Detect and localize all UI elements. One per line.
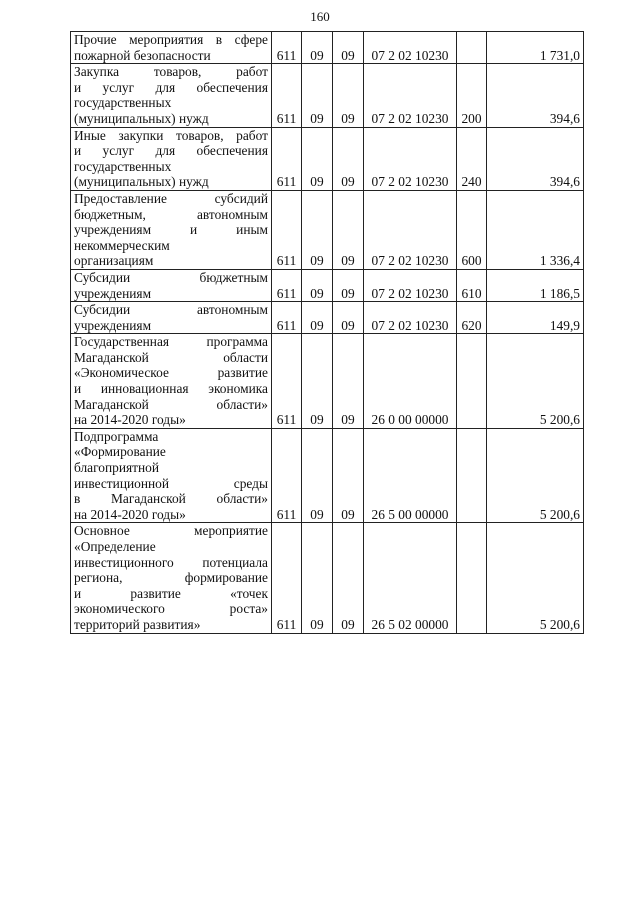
subsection-code: 09: [333, 302, 364, 334]
expense-name: [71, 302, 272, 334]
expense-type-code: 200: [457, 64, 487, 127]
expense-name-line: в Магаданской области»: [74, 491, 268, 507]
expense-name-line: Магаданской области: [74, 349, 268, 365]
expense-name-line: и услуг для обеспечения: [74, 79, 268, 95]
expense-name-line: «Формирование: [74, 444, 166, 460]
expense-name-line: Государственная программа: [74, 334, 268, 350]
expense-name-line: региона, формирование: [74, 570, 268, 586]
amount: 394,6: [487, 64, 584, 127]
target-article-code: 26 5 02 00000: [364, 523, 457, 633]
section-code: 09: [302, 302, 333, 334]
expense-name-line: на 2014-2020 годы»: [74, 412, 186, 428]
expense-name-line: «Определение: [74, 539, 156, 554]
expense-name-line: учреждениям: [74, 317, 152, 333]
subsection-code: 09: [333, 190, 364, 269]
amount: 149,9: [487, 302, 584, 334]
expense-name-line: государственных: [74, 95, 172, 111]
expense-name-line: некоммерческим: [74, 237, 170, 253]
expense-type-code: [457, 334, 487, 429]
expense-name-line: (муниципальных) нужд: [74, 174, 209, 190]
ministry-code: 611: [272, 32, 302, 64]
amount: 5 200,6: [487, 334, 584, 429]
expense-name-line: Магаданской области»: [74, 396, 268, 412]
expense-name: [71, 428, 272, 523]
expense-name-line: инвестиционного потенциала: [74, 554, 268, 570]
expense-name-line: Субсидии бюджетным: [74, 269, 268, 285]
section-code: 09: [302, 334, 333, 429]
expense-type-code: 600: [457, 190, 487, 269]
table-row: [71, 334, 584, 429]
section-code: 09: [302, 127, 333, 190]
table-row: [71, 64, 584, 127]
expense-name-line: государственных: [74, 158, 172, 174]
expense-name-line: инвестиционной среды: [74, 475, 268, 491]
expense-name-line: пожарной безопасности: [74, 47, 211, 63]
subsection-code: 09: [333, 64, 364, 127]
expense-name: [71, 127, 272, 190]
section-code: 09: [302, 269, 333, 301]
target-article-code: 07 2 02 10230: [364, 32, 457, 64]
expense-type-code: [457, 523, 487, 633]
subsection-code: 09: [333, 334, 364, 429]
target-article-code: 07 2 02 10230: [364, 127, 457, 190]
expense-name-line: экономического роста»: [74, 601, 268, 617]
section-code: 09: [302, 32, 333, 64]
amount: 1 731,0: [487, 32, 584, 64]
expense-name-line: благоприятной: [74, 460, 160, 476]
expense-name-line: организациям: [74, 253, 154, 269]
expense-name-line: Иные закупки товаров, работ: [74, 127, 268, 143]
amount: 394,6: [487, 127, 584, 190]
expense-name-line: и инновационная экономика: [74, 381, 268, 397]
expense-type-code: [457, 32, 487, 64]
subsection-code: 09: [333, 32, 364, 64]
expense-name-line: и развитие «точек: [74, 585, 268, 601]
budget-table-body: [71, 32, 584, 634]
expense-type-code: 240: [457, 127, 487, 190]
section-code: 09: [302, 523, 333, 633]
expense-name: [71, 32, 272, 64]
amount: 5 200,6: [487, 428, 584, 523]
table-row: [71, 302, 584, 334]
target-article-code: 07 2 02 10230: [364, 190, 457, 269]
section-code: 09: [302, 64, 333, 127]
expense-name: [71, 334, 272, 429]
table-row: [71, 190, 584, 269]
table-row: [71, 428, 584, 523]
subsection-code: 09: [333, 523, 364, 633]
target-article-code: 26 0 00 00000: [364, 334, 457, 429]
amount: 1 336,4: [487, 190, 584, 269]
amount: 1 186,5: [487, 269, 584, 301]
expense-name-line: Закупка товаров, работ: [74, 64, 268, 80]
expense-name: [71, 269, 272, 301]
ministry-code: 611: [272, 428, 302, 523]
expense-name: [71, 190, 272, 269]
table-row: [71, 32, 584, 64]
ministry-code: 611: [272, 190, 302, 269]
target-article-code: 07 2 02 10230: [364, 64, 457, 127]
expense-type-code: [457, 428, 487, 523]
expense-name-line: учреждениям и иным: [74, 222, 268, 238]
budget-table: [70, 31, 584, 634]
subsection-code: 09: [333, 269, 364, 301]
expense-name-line: Субсидии автономным: [74, 302, 268, 318]
section-code: 09: [302, 428, 333, 523]
target-article-code: 26 5 00 00000: [364, 428, 457, 523]
expense-type-code: 610: [457, 269, 487, 301]
expense-name-line: территорий развития»: [74, 616, 201, 632]
ministry-code: 611: [272, 302, 302, 334]
subsection-code: 09: [333, 127, 364, 190]
page-number: 160: [310, 9, 330, 24]
ministry-code: 611: [272, 127, 302, 190]
expense-name-line: учреждениям: [74, 285, 152, 301]
expense-name-line: и услуг для обеспечения: [74, 143, 268, 159]
ministry-code: 611: [272, 269, 302, 301]
expense-name-line: на 2014-2020 годы»: [74, 506, 186, 522]
subsection-code: 09: [333, 428, 364, 523]
ministry-code: 611: [272, 334, 302, 429]
expense-name: [71, 523, 272, 633]
expense-name-line: Основное мероприятие: [74, 523, 268, 539]
expense-type-code: 620: [457, 302, 487, 334]
target-article-code: 07 2 02 10230: [364, 302, 457, 334]
section-code: 09: [302, 190, 333, 269]
table-row: [71, 127, 584, 190]
target-article-code: 07 2 02 10230: [364, 269, 457, 301]
table-row: [71, 269, 584, 301]
expense-name-line: (муниципальных) нужд: [74, 110, 209, 126]
expense-name: [71, 64, 272, 127]
expense-name-line: Прочие мероприятия в сфере: [74, 32, 268, 47]
ministry-code: 611: [272, 523, 302, 633]
expense-name-line: «Экономическое развитие: [74, 365, 268, 381]
expense-name-line: Подпрограмма: [74, 428, 159, 444]
expense-name-line: бюджетным, автономным: [74, 206, 268, 222]
amount: 5 200,6: [487, 523, 584, 633]
ministry-code: 611: [272, 64, 302, 127]
table-row: [71, 523, 584, 633]
expense-name-line: Предоставление субсидий: [74, 190, 268, 206]
